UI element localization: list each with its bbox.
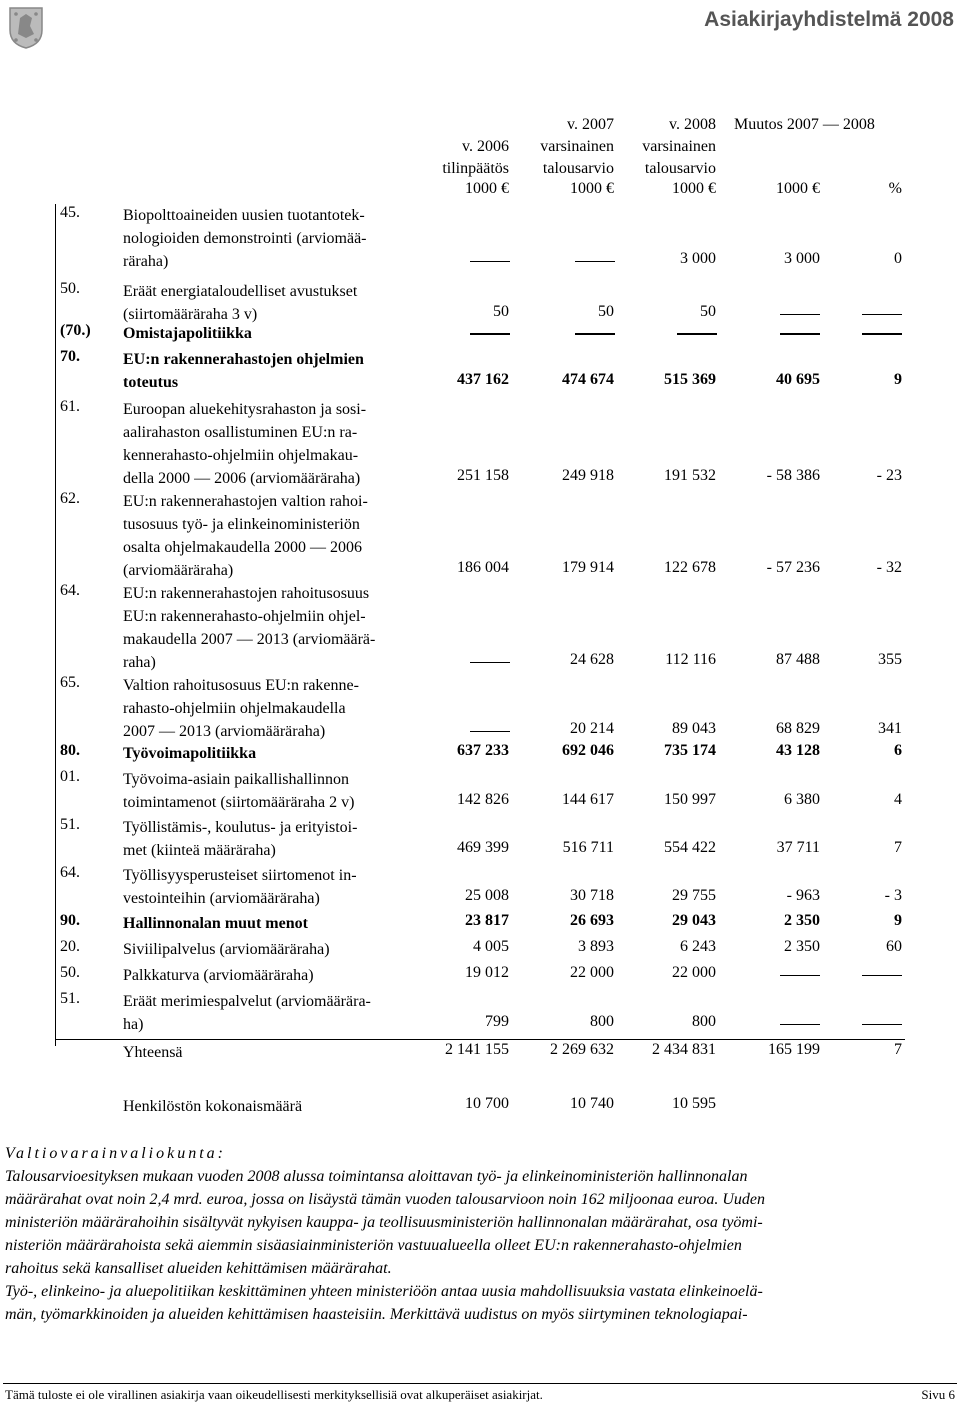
unit-label: 1000 € xyxy=(776,180,820,197)
row-label xyxy=(123,964,423,987)
row-value: 437 162 xyxy=(457,371,509,388)
header-line: talousarvio xyxy=(542,160,614,177)
row-value: 474 674 xyxy=(562,371,614,388)
header-line: varsinainen xyxy=(540,138,614,155)
row-label: Henkilöstön kokonaismäärä xyxy=(123,1098,303,1115)
row-value: - 32 xyxy=(876,559,902,576)
row-label-line: rahasto-ohjelmiin ohjelmakaudella xyxy=(123,700,346,717)
row-value: 637 233 xyxy=(457,742,509,759)
row-value: 554 422 xyxy=(664,839,716,856)
row-number: 61. xyxy=(60,398,80,415)
footer-rule xyxy=(3,1383,957,1384)
row-label-line: ha) xyxy=(123,1016,144,1033)
unit-label: 1000 € xyxy=(465,180,509,197)
empty-value-dash xyxy=(780,314,820,315)
unit-label: 1000 € xyxy=(570,180,614,197)
row-value: 692 046 xyxy=(562,742,614,759)
paragraph-line: Talousarvioesityksen mukaan vuoden 2008 alussa toimintansa aloittavan työ- ja elinkeinoministeriön hallinnonalan xyxy=(5,1168,748,1185)
row-value: 0 xyxy=(894,250,902,267)
paragraph-line: nisteriön määrärahoista sekä aiemmin sisäasiainministeriön vastuualueella olleet EU:n rakennerahasto-ohjelmien xyxy=(5,1237,742,1254)
empty-value-dash xyxy=(575,333,615,335)
row-value: 3 000 xyxy=(784,250,820,267)
row-label-line: della 2000 — 2006 (arviomääräraha) xyxy=(123,470,361,487)
row-value: 22 000 xyxy=(672,964,716,981)
row-value: - 23 xyxy=(876,467,902,484)
empty-value-dash xyxy=(862,314,902,315)
row-value: 249 918 xyxy=(562,467,614,484)
row-label-line: (arviomääräraha) xyxy=(123,562,234,579)
row-value: 112 116 xyxy=(665,651,716,668)
committee-title: Valtiovarainvaliokunta: xyxy=(5,1145,226,1162)
row-value: 3 000 xyxy=(680,250,716,267)
row-value: 89 043 xyxy=(672,720,716,737)
row-number: 70. xyxy=(60,348,80,365)
empty-value-dash xyxy=(780,975,820,976)
row-value: 37 711 xyxy=(776,839,820,856)
row-label-line: (siirtomääräraha 3 v) xyxy=(123,306,258,323)
column-header-2006 xyxy=(442,136,509,180)
row-value: 2 350 xyxy=(784,938,820,955)
unit-label: 1000 € xyxy=(672,180,716,197)
row-value: 50 xyxy=(598,303,614,320)
coat-of-arms-logo xyxy=(6,4,46,50)
row-label-line: EU:n rakennerahastojen valtion rahoi- xyxy=(123,493,368,510)
row-label-line: EU:n rakennerahastojen rahoitusosuus xyxy=(123,585,370,602)
row-number: 45. xyxy=(60,204,80,221)
row-label-line: 2007 — 2013 (arviomääräraha) xyxy=(123,723,326,740)
empty-value-dash xyxy=(780,1024,820,1025)
row-value: 24 628 xyxy=(570,651,614,668)
row-value: 191 532 xyxy=(664,467,716,484)
row-value: 4 xyxy=(894,791,902,808)
row-label xyxy=(123,398,423,490)
paragraph-line: määrärahat ovat noin 2,4 mrd. euroa, jossa on lisäystä tämän vuoden talousarvioon noin 162 miljoonaa euroa. Uuden xyxy=(5,1191,765,1208)
footer-note: Tämä tuloste ei ole virallinen asiakirja vaan oikeudellisesti merkityksellisiä ovat alkuperäiset asiakirjat. xyxy=(5,1387,543,1402)
row-number: 62. xyxy=(60,490,80,507)
row-label xyxy=(123,912,423,935)
paragraph-line: män, työmarkkinoiden ja alueiden kehittämisen haasteisiin. Merkittävä uudistus on myös siirtyminen teknologiapai- xyxy=(5,1306,748,1323)
row-label-line: aalirahaston osallistuminen EU:n ra- xyxy=(123,424,358,441)
row-number: 65. xyxy=(60,674,80,691)
row-label-line: Biopolttoaineiden uusien tuotantotek- xyxy=(123,207,365,224)
table-left-rule xyxy=(55,204,56,1046)
column-header-2007 xyxy=(540,114,614,180)
empty-value-dash xyxy=(677,333,717,335)
row-label-line: Työllisyysperusteiset siirtomenot in- xyxy=(123,867,357,884)
row-number: 64. xyxy=(60,582,80,599)
row-label xyxy=(123,864,423,910)
row-label xyxy=(123,816,423,862)
row-label-line: toteutus xyxy=(123,374,179,391)
row-value: 7 xyxy=(894,839,902,856)
row-value: 800 xyxy=(590,1013,614,1030)
column-header-change: Muutos 2007 — 2008 xyxy=(734,116,875,133)
row-label-line: Euroopan aluekehitysrahaston ja sosi- xyxy=(123,401,367,418)
empty-value-dash xyxy=(470,662,510,663)
row-value: 799 xyxy=(485,1013,509,1030)
page-number: Sivu 6 xyxy=(921,1387,955,1402)
row-label xyxy=(123,742,423,765)
row-label-line: raha) xyxy=(123,654,156,671)
row-label-line: Eräät energiataloudelliset avustukset xyxy=(123,283,358,300)
row-value: 165 199 xyxy=(768,1041,820,1058)
row-value: 22 000 xyxy=(570,964,614,981)
row-value: 7 xyxy=(894,1041,902,1058)
row-label xyxy=(123,582,423,674)
row-value: 9 xyxy=(894,371,902,388)
row-label-line: Siviilipalvelus (arviomääräraha) xyxy=(123,941,330,958)
header-line: v. 2008 xyxy=(669,116,716,133)
row-label xyxy=(123,490,423,582)
row-value: 144 617 xyxy=(562,791,614,808)
row-label xyxy=(123,280,423,326)
row-value: 60 xyxy=(886,938,902,955)
row-value: - 963 xyxy=(786,887,820,904)
row-number: 64. xyxy=(60,864,80,881)
header-line: talousarvio xyxy=(644,160,716,177)
row-value: - 58 386 xyxy=(766,467,820,484)
row-value: 30 718 xyxy=(570,887,614,904)
empty-value-dash xyxy=(780,333,820,335)
row-value: 20 214 xyxy=(570,720,614,737)
row-label-line: EU:n rakennerahasto-ohjelmiin ohjel- xyxy=(123,608,366,625)
empty-value-dash xyxy=(470,731,510,732)
row-value: 186 004 xyxy=(457,559,509,576)
row-label-line: EU:n rakennerahastojen ohjelmien xyxy=(123,351,364,368)
row-label-line: kennerahasto-ohjelmiin ohjelmakau- xyxy=(123,447,359,464)
row-label-line: osalta ohjelmakaudella 2000 — 2006 xyxy=(123,539,363,556)
row-label-line: Valtion rahoitusosuus EU:n rakenne- xyxy=(123,677,359,694)
row-value: 6 xyxy=(894,742,902,759)
row-value: 40 695 xyxy=(776,371,820,388)
row-value: 6 243 xyxy=(680,938,716,955)
column-header-2008 xyxy=(642,114,716,180)
row-label xyxy=(123,204,423,273)
row-label xyxy=(123,348,423,394)
row-number: 51. xyxy=(60,816,80,833)
row-label-line: Hallinnonalan muut menot xyxy=(123,915,308,932)
row-value: 23 817 xyxy=(465,912,509,929)
row-label xyxy=(123,990,423,1036)
header-line: varsinainen xyxy=(642,138,716,155)
row-value: 735 174 xyxy=(664,742,716,759)
row-number: 50. xyxy=(60,964,80,981)
empty-value-dash xyxy=(862,333,902,335)
row-value: 10 595 xyxy=(672,1095,716,1112)
row-label-line: Omistajapolitiikka xyxy=(123,325,252,342)
row-value: 2 434 831 xyxy=(652,1041,716,1058)
row-value: 29 755 xyxy=(672,887,716,904)
row-value: 515 369 xyxy=(664,371,716,388)
row-value: 150 997 xyxy=(664,791,716,808)
empty-value-dash xyxy=(470,333,510,335)
row-value: 19 012 xyxy=(465,964,509,981)
row-value: 50 xyxy=(700,303,716,320)
paragraph-line: ministeriön määrärahoihin sisältyvät nykyisen kauppa- ja teollisuusministeriön hallinnonalan määrärahat, osa työmi- xyxy=(5,1214,763,1231)
committee-section xyxy=(5,1142,960,1326)
row-number: (70.) xyxy=(60,322,91,339)
row-value: 10 740 xyxy=(570,1095,614,1112)
row-value: 6 380 xyxy=(784,791,820,808)
empty-value-dash xyxy=(470,261,510,262)
row-value: - 3 xyxy=(884,887,902,904)
row-label-line: Palkkaturva (arviomääräraha) xyxy=(123,967,314,984)
empty-value-dash xyxy=(862,1024,902,1025)
row-number: 50. xyxy=(60,280,80,297)
row-value: 179 914 xyxy=(562,559,614,576)
row-value: 4 005 xyxy=(473,938,509,955)
row-label-line: Työvoima-asiain paikallishallinnon xyxy=(123,771,349,788)
empty-value-dash xyxy=(575,261,615,262)
row-label-line: makaudella 2007 — 2013 (arviomäärä- xyxy=(123,631,376,648)
row-label-line: räraha) xyxy=(123,253,169,270)
row-value: 469 399 xyxy=(457,839,509,856)
row-value: 516 711 xyxy=(562,839,614,856)
total-separator-rule xyxy=(55,1039,905,1040)
row-value: 341 xyxy=(878,720,902,737)
row-label-line: met (kiinteä määräraha) xyxy=(123,842,276,859)
row-label-line: Eräät merimiespalvelut (arviomäärära- xyxy=(123,993,371,1010)
unit-label: % xyxy=(888,180,902,197)
row-label xyxy=(123,322,423,345)
row-value: 355 xyxy=(878,651,902,668)
row-label xyxy=(123,768,423,814)
header-line: v. 2007 xyxy=(567,116,614,133)
row-value: 2 269 632 xyxy=(550,1041,614,1058)
header-line: v. 2006 xyxy=(462,138,509,155)
row-label: Yhteensä xyxy=(123,1044,183,1061)
row-value: 800 xyxy=(692,1013,716,1030)
row-value: 251 158 xyxy=(457,467,509,484)
row-label-line: nologioiden demonstrointi (arviomää- xyxy=(123,230,367,247)
row-value: 43 128 xyxy=(776,742,820,759)
row-number: 80. xyxy=(60,742,80,759)
row-number: 90. xyxy=(60,912,80,929)
row-value: 9 xyxy=(894,912,902,929)
row-value: 25 008 xyxy=(465,887,509,904)
row-label xyxy=(123,674,423,743)
row-value: 2 350 xyxy=(784,912,820,929)
row-label-line: tusosuus työ- ja elinkeinoministeriön xyxy=(123,516,360,533)
row-value: 29 043 xyxy=(672,912,716,929)
row-value: - 57 236 xyxy=(766,559,820,576)
row-label-line: Työllistämis-, koulutus- ja erityistoi- xyxy=(123,819,358,836)
row-value: 3 893 xyxy=(578,938,614,955)
empty-value-dash xyxy=(862,975,902,976)
paragraph-line: rahoitus sekä kansalliset alueiden kehittämisen määrärahat. xyxy=(5,1260,392,1277)
row-value: 68 829 xyxy=(776,720,820,737)
row-value: 87 488 xyxy=(776,651,820,668)
row-value: 50 xyxy=(493,303,509,320)
row-label-line: toimintamenot (siirtomääräraha 2 v) xyxy=(123,794,355,811)
row-number: 20. xyxy=(60,938,80,955)
row-number: 01. xyxy=(60,768,80,785)
row-value: 10 700 xyxy=(465,1095,509,1112)
row-label xyxy=(123,938,423,961)
header-line: tilinpäätös xyxy=(442,160,509,177)
document-title: Asiakirjayhdistelmä 2008 xyxy=(704,8,954,31)
row-value: 122 678 xyxy=(664,559,716,576)
row-label-line: vestointeihin (arviomääräraha) xyxy=(123,890,320,907)
row-number: 51. xyxy=(60,990,80,1007)
row-value: 26 693 xyxy=(570,912,614,929)
row-value: 2 141 155 xyxy=(445,1041,509,1058)
row-value: 142 826 xyxy=(457,791,509,808)
row-label-line: Työvoimapolitiikka xyxy=(123,745,257,762)
paragraph-line: Työ-, elinkeino- ja aluepolitiikan keskittäminen yhteen ministeriöön antaa uusia mahdollisuuksia vastata elinkeinoelä- xyxy=(5,1283,763,1300)
